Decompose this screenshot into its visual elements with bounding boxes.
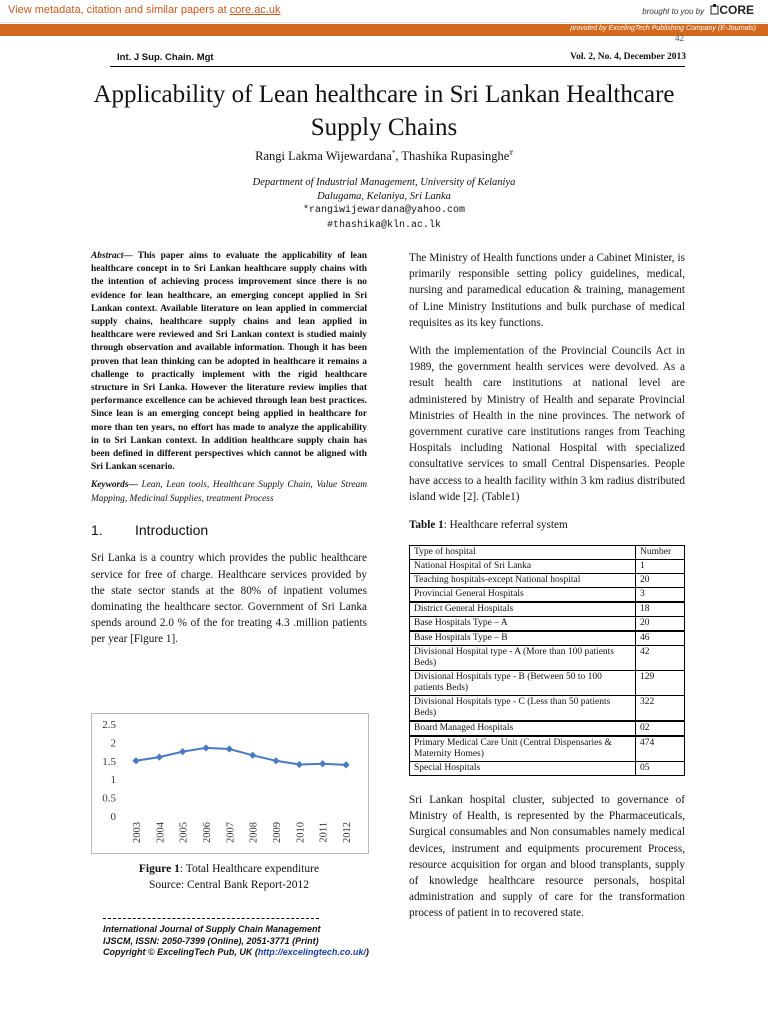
hospital-type-cell: Divisional Hospitals type - B (Between 50 to 100 patients Beds)	[410, 671, 636, 696]
data-point	[132, 757, 139, 764]
hospital-count-cell: 322	[636, 696, 685, 722]
abstract: Abstract— This paper aims to evaluate the applicability of lean healthcare concept in to Sri Lankan healthcare supply chains with the intention of achieving process improvement since there is no evidence for lean healthcare, an emerging concept applied in Sri Lankan context. Available literature on lean applied in commercial supply chains, healthcare supply chains and lean applied in healthcare were reviewed and Sri Lankan context is studied mainly through observation and available information. Though it has been proven that lean thinking can be adopted in healthcare it remains a challenge to practically implement with the rigid healthcare structure in Sri Lanka. However the literature review implies that performance excellence can be achieved through lean best practices. Since lean is an emerging concept being applied in healthcare for more than ten years, no effort has made to analyze the applicability in to Sri Lankan context. In addition healthcare supply chain has been defined in different perspectives which cannot be aligned with Sri Lankan scenario.	[91, 251, 367, 473]
paper-title: Applicability of Lean healthcare in Sri Lankan Healthcare Supply Chains	[93, 81, 675, 141]
table-row	[410, 617, 685, 632]
referral-table-body	[410, 546, 685, 776]
hospital-type-cell: Special Hospitals	[410, 762, 636, 776]
y-tick-label: 1.5	[102, 755, 116, 768]
y-tick-label: 2	[110, 737, 116, 750]
series-line	[136, 748, 346, 765]
core-link[interactable]: core.ac.uk	[229, 4, 281, 16]
hospital-count-cell: 02	[636, 721, 685, 736]
x-tick-label: 2008	[248, 822, 260, 843]
journal-volume: Vol. 2, No. 4, December 2013	[570, 52, 686, 62]
data-point	[296, 761, 303, 768]
table-row	[410, 631, 685, 646]
hospital-count-cell: 1	[636, 560, 685, 574]
hospital-count-cell: 3	[636, 588, 685, 603]
table-row	[410, 762, 685, 776]
hospital-type-cell: Base Hospitals Type – B	[410, 631, 636, 646]
table-row	[410, 721, 685, 736]
data-point	[202, 744, 209, 751]
right-column	[409, 250, 685, 922]
data-point	[342, 761, 349, 768]
hospital-type-cell: Base Hospitals Type – A	[410, 617, 636, 632]
table-row	[410, 646, 685, 671]
x-tick-label: 2004	[155, 822, 167, 843]
left-column	[91, 250, 367, 648]
figure-caption: Figure 1: Total Healthcare expenditure Source: Central Bank Report-2012	[138, 863, 320, 891]
table-row	[410, 602, 685, 617]
page-number: 42	[675, 33, 684, 43]
y-tick-label: 2.5	[102, 719, 116, 731]
core-metadata-link[interactable]: View metadata, citation and similar papers at core.ac.uk	[8, 4, 281, 16]
table-row	[410, 696, 685, 722]
table-row	[410, 671, 685, 696]
header-rule	[110, 66, 685, 67]
hospital-type-cell: National Hospital of Sri Lanka	[410, 560, 636, 574]
table-header-row	[410, 546, 685, 560]
hospital-count-cell: 46	[636, 631, 685, 646]
table-row	[410, 560, 685, 574]
core-logo-icon	[710, 4, 719, 15]
journal-footer: International Journal of Supply Chain Management IJSCM, ISSN: 2050-7399 (Online), 2051-3771 (Print) Copyright © ExcelingTech Pub, UK (http://excelingtech.co.uk/)	[103, 924, 369, 957]
hospital-count-cell: 42	[636, 646, 685, 671]
intro-paragraph: Sri Lanka is a country which provides the public healthcare service for free of charge. Healthcare services provided by the state sector stands at the 80% of inpatient volumes dominating the healthcare sector. Government of Sri Lanka spends around 2.0 % of the for treating 4.3 .million patients per year [Figure 1].	[91, 552, 367, 646]
data-point	[272, 757, 279, 764]
y-tick-label: 0.5	[102, 792, 116, 805]
keywords: Keywords— Lean, Lean tools, Healthcare Supply Chain, Value Stream Mapping, Medicinal Supplies, treatment Process	[91, 480, 367, 505]
data-point	[319, 760, 326, 767]
x-tick-label: 2012	[342, 822, 353, 843]
publisher-link[interactable]: http://excelingtech.co.uk/	[257, 947, 366, 957]
hospital-count-cell: 18	[636, 602, 685, 617]
footer-rule	[103, 918, 319, 919]
hospital-type-cell: Board Managed Hospitals	[410, 721, 636, 736]
x-tick-label: 2003	[132, 822, 143, 843]
affiliation: Department of Industrial Management, University of Kelaniya Dalugama, Kelaniya, Sri Lanka	[252, 177, 516, 202]
core-brought-by: brought to you by CORE	[642, 3, 754, 17]
x-tick-label: 2005	[178, 822, 190, 843]
hospital-count-cell: 474	[636, 736, 685, 762]
email-2: #thashika@kln.ac.lk	[326, 220, 442, 231]
data-point	[226, 745, 233, 752]
x-tick-label: 2006	[202, 822, 213, 843]
table-header-cell: Type of hospital	[410, 546, 636, 560]
data-point	[156, 754, 163, 761]
core-logo[interactable]: CORE	[710, 3, 754, 17]
data-point	[249, 752, 256, 759]
ministry-paragraph: The Ministry of Health functions under a Cabinet Minister, is primarily responsible setting policy guidelines, medical, nursing and paramedical education & training, management of Line Ministry Institutions and bulk purchase of medical requisites as its key functions.	[409, 252, 685, 329]
section-heading-introduction: 1. Introduction	[91, 522, 209, 539]
email-1: *rangiwijewardana@yahoo.com	[302, 205, 466, 216]
hospital-type-cell: Teaching hospitals-except National hospital	[410, 574, 636, 588]
line-chart	[92, 714, 368, 853]
core-banner	[0, 0, 768, 23]
x-tick-label: 2007	[225, 822, 237, 843]
authors: Rangi Lakma Wijewardana*, Thashika Rupasinghe#	[255, 149, 513, 164]
table-header-cell: Number	[636, 546, 685, 560]
hospital-count-cell: 129	[636, 671, 685, 696]
x-tick-label: 2010	[295, 822, 307, 843]
x-tick-label: 2011	[318, 822, 330, 843]
hospital-type-cell: Divisional Hospital type - A (More than 100 patients Beds)	[410, 646, 636, 671]
data-point	[179, 748, 186, 755]
y-tick-label: 1	[110, 774, 116, 787]
x-tick-label: 2009	[272, 822, 283, 843]
provided-by-bar: provided by ExcelingTech Publishing Company (E-Journals)	[0, 24, 768, 36]
referral-table	[409, 545, 685, 776]
y-tick-label: 0	[110, 811, 116, 823]
table-title: Table 1: Healthcare referral system	[409, 519, 568, 532]
hospital-cluster-paragraph: Sri Lankan hospital cluster, subjected to governance of Ministry of Health, is represented by the Pharmaceuticals, Surgical consumables and Non consumables namely medical devices, instrument and equipments procurement Process, resource acquisition for organ and blood transplants, supply of knowledge healthcare resource personals, hospital administration and supply of care for the transformation process of patient in to recovered state.	[409, 794, 685, 920]
hospital-count-cell: 20	[636, 574, 685, 588]
hospital-count-cell: 20	[636, 617, 685, 632]
table-row	[410, 574, 685, 588]
journal-name: Int. J Sup. Chain. Mgt	[117, 52, 214, 63]
healthcare-expenditure-chart	[91, 713, 369, 854]
table-row	[410, 588, 685, 603]
hospital-type-cell: Provincial General Hospitals	[410, 588, 636, 603]
hospital-type-cell: Divisional Hospitals type - C (Less than 50 patients Beds)	[410, 696, 636, 722]
hospital-type-cell: Primary Medical Care Unit (Central Dispensaries & Maternity Homes)	[410, 736, 636, 762]
hospital-count-cell: 05	[636, 762, 685, 776]
provincial-paragraph: With the implementation of the Provincial Councils Act in 1989, the government health services were devolved. As a result health care institutions at national level are administered by Ministry of Health and separate Provincial Ministries of Health in the nine provinces. The network of government curative care institutions ranges from Teaching Hospitals including National Hospital with specialized consultative services to small Central Dispensaries. People have access to a health facility within 3 km radius distributed island wide [2]. (Table1)	[409, 345, 685, 503]
hospital-type-cell: District General Hospitals	[410, 602, 636, 617]
table-row	[410, 736, 685, 762]
